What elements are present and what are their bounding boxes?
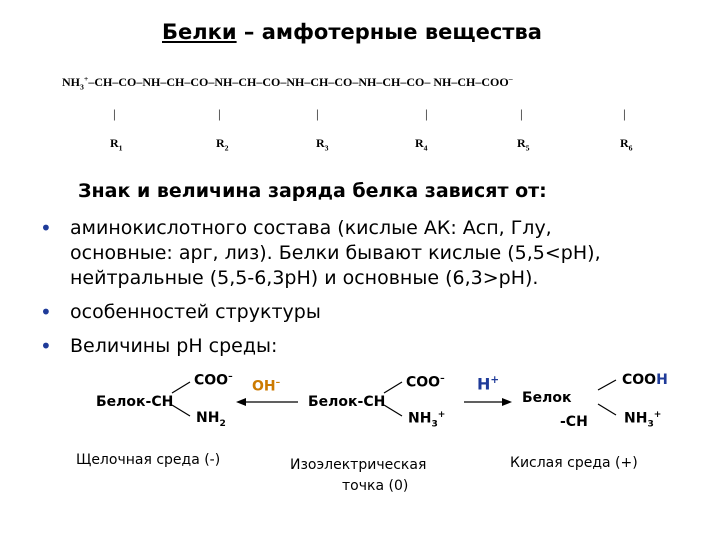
carboxylate-middle: COO– bbox=[406, 374, 445, 391]
bullet-list bbox=[40, 216, 601, 368]
list-item: • аминокислотного состава (кислые АК: Асп, Глу, основные: арг, лиз). Белки бывают кислые (5,5<рН), нейтральные (5,5-6,3рН) и основные (6,3>рН). bbox=[40, 216, 601, 289]
list-item: • особенностей структуры bbox=[40, 300, 321, 324]
bond-line: | bbox=[520, 106, 523, 121]
ammonium-right: $NH_3^+$ bbox=[624, 410, 662, 430]
title-rest: – амфотерные вещества bbox=[236, 20, 542, 44]
peptide-chain: –CH–CO–NH–CH–CO–NH–CH–CO–NH–CH–CO–NH–CH–CO– NH–CH–COO bbox=[88, 75, 509, 89]
radical-3: $R_3$ bbox=[316, 136, 329, 153]
c-terminal-sup: – bbox=[508, 74, 513, 83]
caption-acidic: Кислая среда (+) bbox=[510, 455, 638, 471]
carboxyl-right: COOH bbox=[622, 372, 668, 388]
protein-right: Белок bbox=[522, 390, 572, 406]
protein-middle: Белок-CH bbox=[308, 394, 386, 410]
section-heading: Знак и величина заряда белка зависят от: bbox=[78, 180, 547, 202]
caption-isoelectric-1: Изоэлектрическая bbox=[290, 457, 427, 473]
radical-6: $R_6$ bbox=[620, 136, 633, 153]
bullet-icon: • bbox=[40, 300, 52, 324]
amine-left: $NH_2$ bbox=[196, 410, 226, 429]
radical-1: $R_1$ bbox=[110, 136, 123, 153]
bond-line: | bbox=[218, 106, 221, 121]
arrow-to-alkaline bbox=[236, 398, 298, 406]
protein-left: Белок-CH bbox=[96, 394, 174, 410]
slide-title bbox=[162, 20, 542, 44]
bullet-icon: • bbox=[40, 334, 52, 358]
bullet-icon: • bbox=[40, 216, 52, 240]
peptide-formula bbox=[62, 74, 513, 91]
caption-alkaline: Щелочная среда (-) bbox=[76, 452, 221, 468]
protein-right-ch: -CH bbox=[560, 414, 588, 430]
caption-isoelectric-2: точка (0) bbox=[342, 478, 409, 494]
title-word: Белки bbox=[162, 20, 237, 44]
bond-line: | bbox=[425, 106, 428, 121]
bond-line: | bbox=[113, 106, 116, 121]
carboxylate-left: COO– bbox=[194, 372, 233, 389]
hydroxide-label: OH– bbox=[252, 378, 281, 395]
proton-label: H+ bbox=[477, 374, 500, 394]
radical-4: $R_4$ bbox=[415, 136, 428, 153]
list-item: • Величины рН среды: bbox=[40, 334, 278, 358]
radical-2: $R_2$ bbox=[216, 136, 229, 153]
radical-5: $R_5$ bbox=[517, 136, 530, 153]
bond-line: | bbox=[316, 106, 319, 121]
bond-line: | bbox=[623, 106, 626, 121]
n-terminal: NH bbox=[62, 75, 80, 89]
arrow-to-acidic bbox=[464, 398, 512, 406]
n-terminal-sup: + bbox=[83, 74, 89, 83]
n-terminal-sub: 3 bbox=[80, 82, 84, 92]
ammonium-middle: $NH_3^+$ bbox=[408, 410, 446, 430]
reaction-lines bbox=[0, 360, 720, 460]
